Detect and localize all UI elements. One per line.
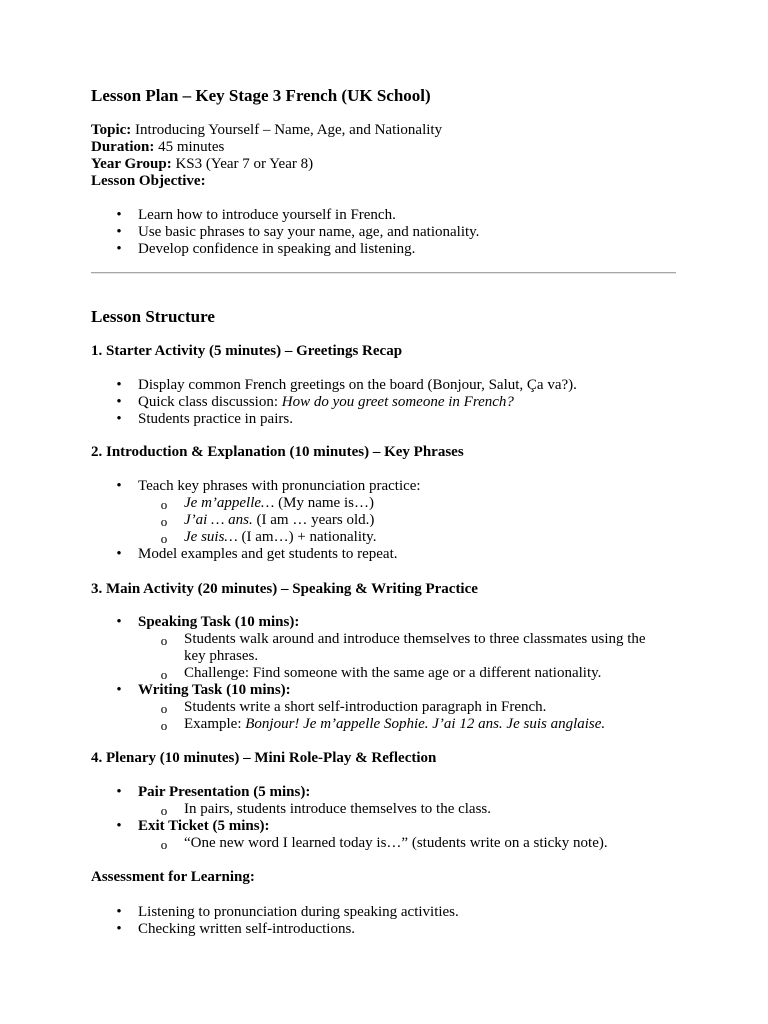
main-heading: 3. Main Activity (20 minutes) – Speaking & Writing Practice: [91, 581, 478, 597]
bullet-glyph: •: [116, 411, 122, 427]
bullet-glyph: •: [116, 394, 122, 410]
duration-line: [91, 139, 224, 156]
bullet-glyph: •: [116, 904, 122, 920]
assessment-heading: Assessment for Learning:: [91, 869, 255, 885]
intro-item: Model examples and get students to repeat.: [138, 546, 398, 562]
objective-item: Use basic phrases to say your name, age, and nationality.: [138, 224, 480, 240]
plenary-heading: 4. Plenary (10 minutes) – Mini Role-Play & Reflection: [91, 750, 437, 766]
topic-value: Introducing Yourself – Name, Age, and Nationality: [131, 122, 443, 138]
duration-value: 45 minutes: [154, 139, 225, 155]
bullet-glyph: •: [116, 614, 122, 630]
objective-item: Develop confidence in speaking and listening.: [138, 241, 416, 257]
intro-sub-item: Je m’appelle… (My name is…): [184, 495, 374, 511]
exit-ticket-label: Exit Ticket (5 mins):: [138, 818, 270, 834]
bullet-glyph: •: [116, 921, 122, 937]
bullet-glyph: •: [116, 682, 122, 698]
pair-presentation-label: Pair Presentation (5 mins):: [138, 784, 311, 800]
sub-bullet-glyph: o: [160, 531, 168, 546]
speaking-task-label: Speaking Task (10 mins):: [138, 614, 300, 630]
bullet-glyph: •: [116, 546, 122, 562]
duration-label: Duration:: [91, 139, 155, 155]
bullet-glyph: •: [116, 478, 122, 494]
sub-bullet-glyph: o: [160, 633, 168, 648]
pair-sub-item: In pairs, students introduce themselves to the class.: [184, 801, 492, 817]
sub-bullet-glyph: o: [160, 837, 168, 852]
speaking-sub-item-continued: key phrases.: [184, 648, 259, 664]
assessment-item: Checking written self-introductions.: [138, 921, 356, 937]
sub-bullet-glyph: o: [160, 667, 168, 682]
intro-item: Teach key phrases with pronunciation practice:: [138, 478, 421, 494]
horizontal-divider: [91, 272, 676, 274]
objective-item: Learn how to introduce yourself in French.: [138, 207, 396, 223]
intro-sub-item: J’ai … ans. (I am … years old.): [184, 512, 375, 528]
bullet-glyph: •: [116, 241, 122, 257]
writing-task-label: Writing Task (10 mins):: [138, 682, 291, 698]
starter-item: Display common French greetings on the board (Bonjour, Salut, Ça va?).: [138, 377, 577, 393]
intro-sub-item: Je suis… (I am…) + nationality.: [184, 529, 377, 545]
starter-item: Students practice in pairs.: [138, 411, 293, 427]
sub-bullet-glyph: o: [160, 701, 168, 716]
section-heading-structure: Lesson Structure: [91, 307, 215, 326]
sub-bullet-glyph: o: [160, 514, 168, 529]
sub-bullet-glyph: o: [160, 497, 168, 512]
sub-bullet-glyph: o: [160, 803, 168, 818]
objective-label: Lesson Objective:: [91, 173, 206, 189]
speaking-sub-item: Challenge: Find someone with the same age or a different nationality.: [184, 665, 602, 681]
year-group-label: Year Group:: [91, 156, 172, 172]
bullet-glyph: •: [116, 224, 122, 240]
bullet-glyph: •: [116, 377, 122, 393]
assessment-item: Listening to pronunciation during speaking activities.: [138, 904, 459, 920]
bullet-glyph: •: [116, 818, 122, 834]
writing-sub-item: Example: Bonjour! Je m’appelle Sophie. J’ai 12 ans. Je suis anglaise.: [184, 716, 606, 732]
topic-label: Topic:: [91, 122, 132, 138]
starter-heading: 1. Starter Activity (5 minutes) – Greetings Recap: [91, 343, 403, 359]
speaking-sub-item: Students walk around and introduce themselves to three classmates using the: [184, 631, 646, 647]
intro-heading: 2. Introduction & Explanation (10 minutes) – Key Phrases: [91, 444, 464, 460]
topic-line: [91, 122, 442, 139]
year-group-value: KS3 (Year 7 or Year 8): [171, 156, 314, 172]
page-title: Lesson Plan – Key Stage 3 French (UK School): [91, 86, 431, 105]
bullet-glyph: •: [116, 784, 122, 800]
bullet-glyph: •: [116, 207, 122, 223]
exit-sub-item: “One new word I learned today is…” (students write on a sticky note).: [184, 835, 608, 851]
year-group-line: [91, 156, 313, 173]
sub-bullet-glyph: o: [160, 718, 168, 733]
starter-item: Quick class discussion: How do you greet someone in French?: [138, 394, 514, 410]
writing-sub-item: Students write a short self-introduction paragraph in French.: [184, 699, 547, 715]
